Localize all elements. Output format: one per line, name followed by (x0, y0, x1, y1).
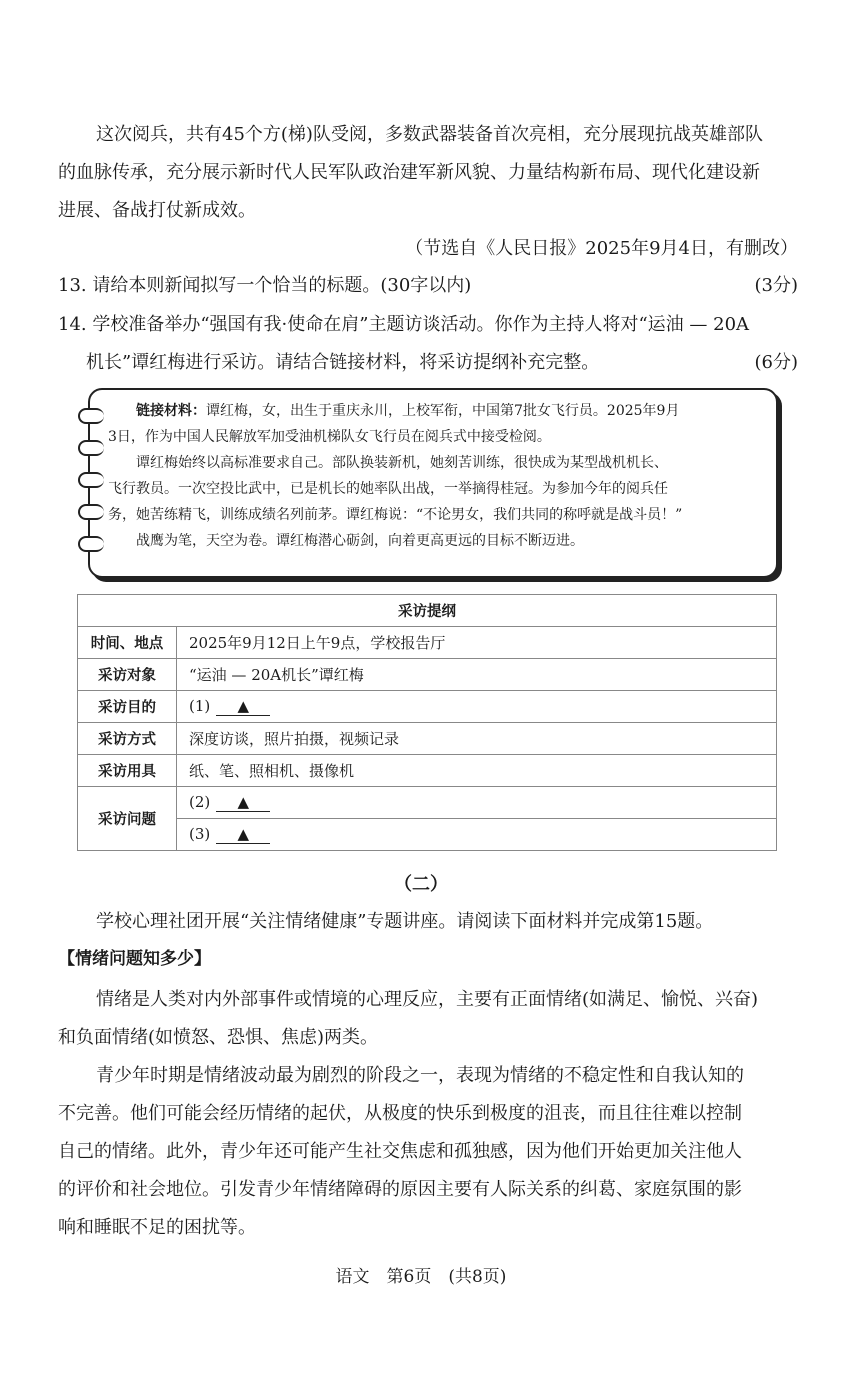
section-intro: 学校心理社团开展“关注情绪健康”专题讲座。请阅读下面材料并完成第15题。 (96, 911, 714, 932)
row-label: 采访用具 (78, 755, 177, 787)
link-material-line: 3日，作为中国人民解放军加受油机梯队女飞行员在阅兵式中接受检阅。 (108, 429, 551, 445)
item-number: (3) (189, 825, 211, 843)
notebook-ring-icon (78, 504, 104, 520)
row-label: 采访方式 (78, 723, 177, 755)
item-number: (1) (189, 697, 211, 715)
paragraph-line: 和负面情绪(如愤怒、恐惧、焦虑)两类。 (58, 1027, 379, 1048)
table-row (78, 723, 777, 755)
paragraph-line: 情绪是人类对内外部事件或情境的心理反应，主要有正面情绪(如满足、愉悦、兴奋) (96, 989, 759, 1010)
row-value: 深度访谈，照片拍摄，视频记录 (177, 723, 777, 755)
article-line: 的血脉传承，充分展示新时代人民军队政治建军新风貌、力量结构新布局、现代化建设新 (58, 162, 760, 183)
table-row (78, 691, 777, 723)
article-source: （节选自《人民日报》2025年9月4日，有删改） (405, 238, 798, 259)
interview-outline-table (77, 594, 777, 851)
link-material-line: 务，她苦练精飞，训练成绩名列前茅。谭红梅说：“不论男女，我们共同的称呼就是战斗员！” (108, 507, 683, 523)
question-14-score: (6分) (754, 352, 798, 373)
row-value: 2025年9月12日上午9点，学校报告厅 (177, 627, 777, 659)
paragraph-line: 青少年时期是情绪波动最为剧烈的阶段之一，表现为情绪的不稳定性和自我认知的 (96, 1065, 744, 1086)
article-line: 进展、备战打仗新成效。 (58, 200, 256, 221)
article-line: 这次阅兵，共有45个方(梯)队受阅，多数武器装备首次亮相，充分展现抗战英雄部队 (96, 124, 763, 145)
answer-blank[interactable]: ▲ (216, 697, 270, 716)
table-row (78, 787, 777, 819)
table-row (78, 819, 777, 851)
row-label: 采访对象 (78, 659, 177, 691)
row-value-cell (177, 691, 777, 723)
question-14-line2 (86, 344, 798, 382)
paragraph-line: 的评价和社会地位。引发青少年情绪障碍的原因主要有人际关系的纠葛、家庭氛围的影 (58, 1179, 742, 1200)
question-14-text-line1: 14. 学校准备举办“强国有我·使命在肩”主题访谈活动。你作为主持人将对“运油 — 20A (58, 314, 750, 335)
subheading: 【情绪问题知多少】 (58, 949, 211, 969)
answer-blank[interactable]: ▲ (216, 825, 270, 844)
question-13 (58, 267, 798, 305)
item-number: (2) (189, 793, 211, 811)
question-14 (58, 306, 798, 344)
link-material-label: 链接材料： (136, 403, 206, 419)
answer-blank[interactable]: ▲ (216, 793, 270, 812)
link-material-box (88, 388, 778, 578)
row-label: 采访问题 (78, 787, 177, 851)
page-footer: 语文 第6页 (共8页) (335, 1267, 507, 1287)
row-value-cell (177, 819, 777, 851)
row-value-cell (177, 787, 777, 819)
row-label: 采访目的 (78, 691, 177, 723)
row-value: 纸、笔、照相机、摄像机 (177, 755, 777, 787)
table-row (78, 659, 777, 691)
notebook-ring-icon (78, 472, 104, 488)
link-material-line: 战鹰为笔，天空为卷。谭红梅潜心砺剑，向着更高更远的目标不断迈进。 (136, 533, 584, 549)
link-material-line: 飞行教员。一次空投比武中，已是机长的她率队出战，一举摘得桂冠。为参加今年的阅兵任 (108, 481, 668, 497)
link-material-line: 谭红梅始终以高标准要求自己。部队换装新机，她刻苦训练，很快成为某型战机机长、 (136, 455, 668, 471)
row-value: “运油 — 20A机长”谭红梅 (177, 659, 777, 691)
paragraph-line: 不完善。他们可能会经历情绪的起伏，从极度的快乐到极度的沮丧，而且往往难以控制 (58, 1103, 742, 1124)
paragraph-line: 自己的情绪。此外，青少年还可能产生社交焦虑和孤独感，因为他们开始更加关注他人 (58, 1141, 742, 1162)
paragraph-line: 响和睡眠不足的困扰等。 (58, 1217, 256, 1238)
question-13-text: 13. 请给本则新闻拟写一个恰当的标题。(30字以内) (58, 275, 472, 296)
notebook-ring-icon (78, 440, 104, 456)
question-14-text-line2: 机长”谭红梅进行采访。请结合链接材料，将采访提纲补充完整。 (86, 352, 600, 373)
table-row (78, 755, 777, 787)
section-title: （二） (394, 874, 448, 895)
notebook-ring-icon (78, 536, 104, 552)
notebook-ring-icon (78, 408, 104, 424)
table-row (78, 627, 777, 659)
table-caption: 采访提纲 (78, 595, 777, 627)
row-label: 时间、地点 (78, 627, 177, 659)
link-material-line: 链接材料：谭红梅，女，出生于重庆永川，上校军衔，中国第7批女飞行员。2025年9月 (136, 403, 680, 419)
question-13-score: (3分) (754, 275, 798, 296)
